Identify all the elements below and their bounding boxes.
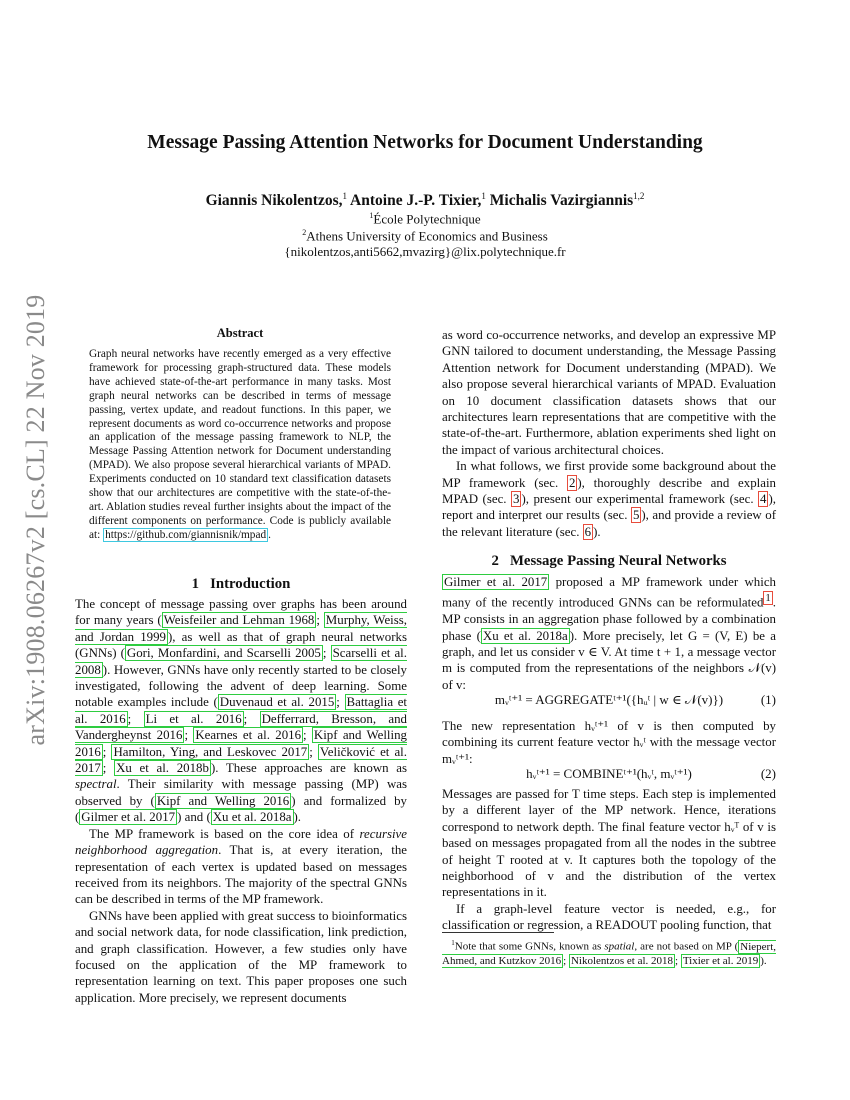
citation-link[interactable]: Xu et al. 2018b (116, 761, 209, 776)
footnote-1: $^1$Note that some GNNs, known as spatial, are not based on MP ( Niepert, Ahmed, and Kutzkov 2016 ; Nikolentzos et al. 2018 ; Tixier et al. 2019 ). (442, 939, 776, 967)
footnote-rule (442, 932, 554, 933)
citation-link[interactable]: Li et al. 2016 (145, 711, 242, 726)
section-ref-link[interactable]: 4 (760, 492, 767, 507)
equation-1-number: (1) (760, 692, 776, 707)
section-2-body-3 (442, 786, 776, 934)
citation-link[interactable]: Veličković et al. 2017 (75, 744, 407, 776)
section-2-body-2 (442, 718, 776, 767)
citation-link[interactable]: Hamilton, Ying, and Leskovec 2017 (113, 744, 308, 759)
affiliation-2: $^2$Athens University of Economics and Business (302, 228, 548, 244)
intro-paragraph-2: The MP framework is based on the core idea of recursive neighborhood aggregation. That is, at every iteration, the representation of each vertex is updated based on messages received from its neighbors. The majority of the spectral GNNs can be described in terms of the MP framework. (75, 826, 407, 907)
section-ref-link[interactable]: 6 (584, 524, 592, 539)
citation-link[interactable]: Tixier et al. 2019 (682, 954, 759, 967)
citation-link[interactable]: Gilmer et al. 2017 (81, 810, 176, 825)
citation-link[interactable]: Xu et al. 2018a (212, 810, 292, 825)
author-affil-mark: 1,2 (633, 191, 645, 201)
author-affil-mark: 1 (481, 191, 486, 201)
citation-link[interactable]: Kipf and Welling 2016 (156, 793, 290, 808)
author-list (0, 191, 850, 210)
section-2-heading: 2 Message Passing Neural Networks (491, 553, 727, 569)
section-ref-link[interactable]: 2 (568, 475, 576, 490)
citation-link[interactable]: Gori, Monfardini, and Scarselli 2005 (126, 646, 321, 661)
citation-link[interactable]: Kipf and Welling 2016 (75, 728, 407, 759)
intro-paragraph-1: The concept of message passing over graphs has been around for many years ( Weisfeiler and Lehman 1968 ; Murphy, Weiss, and Jordan 1999 ), as well as that of graph neural networks (GNNs) ( Gori, Monfardini, and Scarselli 2005 ; Scarselli et al. 2008 ). However, GNNs have only recently started to be closely investigated, following the advent of deep learning. Some notable examples include ( Duvenaud et al. 2015 ; Battaglia et al. 2016 ; Li et al. 2016 ; Defferrard, Bresson, and Vandergheynst 2016 ; Kearnes et al. 2016 ; Kipf and Welling 2016 ; Hamilton, Ying, and Leskovec 2017 ; Veličković et al. 2017 ; Xu et al. 2018b ). These approaches are known as spectral. Their similarity with message passing (MP) was observed by ( Kipf and Welling 2016 ) and formalized by ( Gilmer et al. 2017 ) and ( Xu et al. 2018a ). (75, 597, 408, 825)
right-column-top (442, 327, 776, 540)
citation-link[interactable]: Defferrard, Bresson, and Vandergheynst 2016 (75, 711, 407, 743)
mp-paragraph-4: If a graph-level feature vector is needed, e.g., for classification or regression, a READOUT pooling function, that (442, 901, 776, 933)
citation-link[interactable]: Weisfeiler and Lehman 1968 (163, 613, 315, 628)
section-ref-link[interactable]: 3 (513, 492, 520, 507)
citation-link[interactable]: Nikolentzos et al. 2018 (570, 954, 674, 967)
mp-paragraph-2: The new representation hᵥᵗ⁺¹ of v is then computed by combining its current feature vector hᵥᵗ with the message vector mᵥᵗ⁺¹: (442, 719, 776, 766)
citation-link[interactable]: Xu et al. 2018a (482, 628, 568, 643)
equation-2-number: (2) (760, 766, 776, 781)
arxiv-identifier-text: arXiv:1908.06267v2 [cs.CL] 22 Nov 2019 (21, 294, 50, 746)
mp-paragraph-1: Gilmer et al. 2017 proposed a MP framework under which many of the recently introduced GNNs can be reformulated $^1$ . MP consists in an aggregation phase followed by a combination phase ( Xu et al. 2018a ). More precisely, let G = (V, E) be a graph, and let us consider v ∈ V. At time t + 1, a message vector m is computed from the representations of the neighbors 𝒩(v) of v: (442, 575, 776, 692)
equation-2-expression: hᵥᵗ⁺¹ = COMBINEᵗ⁺¹(hᵥᵗ, mᵥᵗ⁺¹) (526, 766, 692, 781)
equation-1 (442, 692, 776, 712)
intro-paragraph-3: GNNs have been applied with great success to bioinformatics and social network data, for node classification, link prediction, and graph classification. However, a few studies only have focused on the application of the MP framework to representation learning on text. This paper proposes one such application. More precisely, we represent documents (75, 908, 407, 1005)
author-name: Antoine J.-P. Tixier, (350, 192, 482, 210)
citation-link[interactable]: Niepert, Ahmed, and Kutzkov 2016 (442, 940, 776, 967)
arxiv-identifier (14, 290, 58, 750)
intro-paragraph-5: In what follows, we first provide some background about the MP framework (sec. 2 ), thoroughly describe and explain MPAD (sec. 3 ), present our experimental framework (sec. 4 ), report and interpret our results (sec. 5 ), and provide a review of the relevant literature (sec. 6 ). (442, 459, 776, 539)
section-2-body (442, 574, 776, 693)
section-ref-link[interactable]: 5 (632, 508, 640, 523)
affiliation-1: $^1$École Polytechnique (369, 211, 481, 227)
abstract-body: Graph neural networks have recently emerged as a very effective framework for processing graph-structured data. These models have achieved state-of-the-art performance in many tasks. Most graph neural networks can be described in terms of message passing, vertex update, and readout functions. In this paper, we represent documents as word co-occurrence networks and propose an application of the message passing framework to NLP, the Message Passing Attention network for Document understanding (MPAD). We also propose several hierarchical variants of MPAD. Experiments conducted on 10 standard text classification datasets show that our architectures are competitive with the state-of-the-art. Ablation studies reveal further insights about the impact of the different components on performance. Code is publicly available at: https://github.com/giannisnik/mpad . (89, 348, 391, 541)
author-name: Michalis Vazirgiannis (489, 192, 634, 210)
code-url-link[interactable]: https://github.com/giannisnik/mpad (105, 528, 267, 541)
intro-paragraph-4: as word co-occurrence networks, and develop an expressive MP GNN tailored to document understanding, the Message Passing Attention network for Document understanding (MPAD). We also propose several hierarchical variants of MPAD. Evaluation on 10 document classification datasets shows that our architectures learn representations that are competitive with the state-of-the-art. Furthermore, ablation experiments shed light on the impact of various architectural choices. (442, 328, 776, 457)
equation-2 (442, 766, 776, 786)
citation-link[interactable]: Gilmer et al. 2017 (444, 575, 548, 589)
equation-1-expression: mᵥᵗ⁺¹ = AGGREGATEᵗ⁺¹({hᵤᵗ | w ∈ 𝒩(v)}) (494, 692, 724, 707)
footnote-ref-link[interactable]: 1 (765, 592, 771, 605)
author-name: Giannis Nikolentzos, (205, 192, 343, 210)
paper-title: Message Passing Attention Networks for Document Understanding (147, 132, 703, 153)
mp-paragraph-3: Messages are passed for T time steps. Each step is implemented by a different layer of the MP network. Hence, iterations correspond to network depth. The final feature vector hᵥᵀ of v is based on messages propagated from all the nodes in the subtree of height T rooted at v. It captures both the topology of the neighborhood of v and the distribution of the vertex representations in it. (442, 787, 776, 900)
section-1-heading: 1 Introduction (191, 576, 291, 592)
author-emails: {nikolentzos,anti5662,mvazirg}@lix.polytechnique.fr (284, 244, 566, 259)
citation-link[interactable]: Kearnes et al. 2016 (195, 728, 302, 743)
citation-link[interactable]: Scarselli et al. 2008 (75, 646, 407, 677)
abstract-text: Graph neural networks have recently emerged as a very effective framework for processing graph-structured data. These models have achieved state-of-the-art performance in many tasks. Most graph neural networks can be described in terms of message passing, vertex update, and readout functions. In this paper, we represent documents as word co-occurrence networks and propose an application of the message passing framework to NLP, the Message Passing Attention network for Document understanding (MPAD). We also propose several hierarchical variants of MPAD. Experiments conducted on 10 standard text classification datasets show that our architectures are competitive with the state-of-the-art. Ablation studies reveal further insights about the impact of the different components on performance. Code is publicly available at: (89, 348, 391, 541)
introduction-body (75, 596, 407, 1006)
author-affil-mark: 1 (342, 191, 348, 201)
citation-link[interactable]: Duvenaud et al. 2015 (219, 695, 335, 710)
citation-link[interactable]: Battaglia et al. 2016 (75, 695, 408, 726)
abstract-heading: Abstract (216, 326, 264, 340)
citation-link[interactable]: Murphy, Weiss, and Jordan 1999 (75, 613, 407, 644)
